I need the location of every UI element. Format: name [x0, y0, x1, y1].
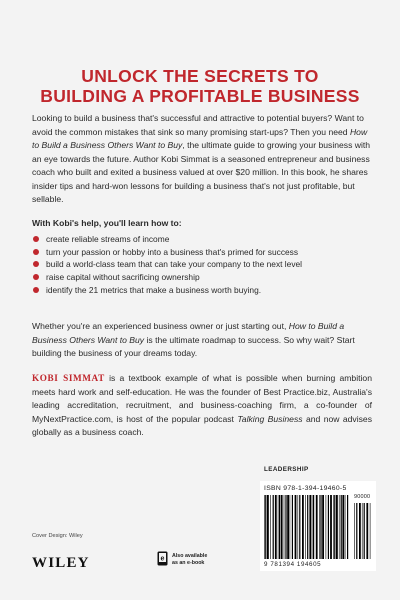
barcode-bar — [287, 495, 289, 559]
barcode-bar — [285, 495, 286, 559]
barcode-bar — [345, 495, 346, 559]
bullet-icon — [33, 236, 39, 242]
ebook-note: Also available as an e-book — [172, 553, 208, 566]
barcode-bar — [328, 495, 329, 559]
intro-text-a: Looking to build a business that's successful and attractive to potential buyers? Want to avoid the common mistakes that sink so many promising start-ups? Then you need — [32, 113, 364, 137]
podcast-title: Talking Business — [237, 413, 303, 424]
barcode-bar — [307, 495, 308, 559]
barcode-bar — [333, 495, 334, 559]
author-name: KOBI SIMMAT — [32, 373, 105, 383]
barcode-bar — [267, 495, 269, 559]
bullet-icon — [33, 287, 39, 293]
barcode-bar — [356, 503, 357, 559]
bullet-icon — [33, 249, 39, 255]
barcode-bar — [336, 495, 338, 559]
barcode-bar — [278, 495, 279, 559]
barcode-bar — [362, 503, 363, 559]
publisher-logo: WILEY — [32, 555, 90, 571]
outro-paragraph: Whether you're an experienced business owner or just starting out, How to Build a Business Others Want to Buy is the ultimate roadmap to success. So why wait? Start building the business of your dreams today. — [32, 321, 355, 358]
list-item: turn your passion or hobby into a business that's primed for success — [32, 246, 372, 259]
barcode-digits: 9 781394 194605 — [264, 561, 322, 568]
barcode-bar — [275, 495, 277, 559]
barcode-bar — [322, 495, 324, 559]
barcode-bar — [264, 495, 265, 559]
barcode-bars — [264, 495, 350, 559]
headline-line-2: BUILDING A PROFITABLE BUSINESS — [40, 86, 360, 106]
barcode-bar — [279, 495, 280, 559]
intro-text-b: , the ultimate guide to growing your business with an eye towards the future. Author Kobi Simmat is a seasoned entrepreneur and business coach who built and exited a business valued at over $20 million. In this book, he shares insider tips and hard-won lessons for building a business that's not just profitable, but sellable. — [32, 140, 371, 204]
barcode-bar — [290, 495, 291, 559]
category-label: LEADERSHIP — [264, 466, 309, 473]
barcode-bar — [359, 503, 361, 559]
book-title: How to Build a Business Others Want to Buy — [32, 126, 368, 150]
isbn-barcode — [260, 481, 376, 571]
barcode-bar — [320, 495, 321, 559]
barcode-bar — [298, 495, 299, 559]
barcode-bar — [313, 495, 314, 559]
barcode-bar — [284, 495, 285, 559]
barcode-bar — [364, 503, 365, 559]
barcode-bar — [342, 495, 344, 559]
list-item: create reliable streams of income — [32, 233, 372, 246]
barcode-bar — [295, 495, 297, 559]
barcode-bar — [341, 495, 342, 559]
barcode-bar — [281, 495, 283, 559]
svg-text:e: e — [160, 555, 165, 563]
cover-design-credit: Cover Design: Wiley — [32, 533, 83, 539]
list-item: build a world-class team that can take your company to the next level — [32, 258, 372, 271]
barcode-bar — [309, 495, 311, 559]
headline-line-1: UNLOCK THE SECRETS TO — [81, 66, 319, 86]
barcode-bar — [366, 503, 368, 559]
barcode-bar — [265, 495, 266, 559]
barcode-bar — [370, 503, 371, 559]
barcode-bar — [354, 503, 355, 559]
price-code: 90000 — [354, 494, 371, 500]
book-title: How to Build a Business Others Want to Buy — [32, 321, 345, 345]
list-item: raise capital without sacrificing ownership — [32, 271, 372, 284]
barcode-bar — [305, 495, 306, 559]
barcode-bar — [316, 495, 318, 559]
barcode-bar — [319, 495, 320, 559]
list-item: identify the 21 metrics that make a business worth buying. — [32, 284, 372, 297]
bullets-lead: With Kobi's help, you'll learn how to: — [32, 218, 182, 228]
addon-barcode-bars — [354, 503, 372, 559]
barcode-bar — [312, 495, 313, 559]
barcode-bar — [330, 495, 332, 559]
barcode-bar — [270, 495, 271, 559]
bullet-icon — [33, 261, 39, 267]
barcode-bar — [292, 495, 293, 559]
bullet-icon — [33, 274, 39, 280]
benefit-list — [32, 233, 372, 297]
barcode-bar — [339, 495, 340, 559]
barcode-bar — [273, 495, 274, 559]
barcode-bar — [302, 495, 304, 559]
ebook-icon — [157, 551, 168, 566]
intro-paragraph — [32, 112, 372, 207]
barcode-bar — [334, 495, 335, 559]
author-bio: KOBI SIMMAT is a textbook example of what is possible when burning ambition meets hard work and self-education. He was the founder of Best Practice.biz, Australia's leading accreditation, recruitment, and business-coaching firm, a co-founder of MyNextPractice.com, is host of the popular podcast Talking Business and now advises globally as a business coach. — [32, 373, 373, 437]
headline — [20, 66, 380, 106]
barcode-bar — [326, 495, 327, 559]
isbn-text: ISBN 978-1-394-19460-5 — [264, 485, 347, 492]
barcode-bar — [347, 495, 348, 559]
barcode-bar — [299, 495, 300, 559]
